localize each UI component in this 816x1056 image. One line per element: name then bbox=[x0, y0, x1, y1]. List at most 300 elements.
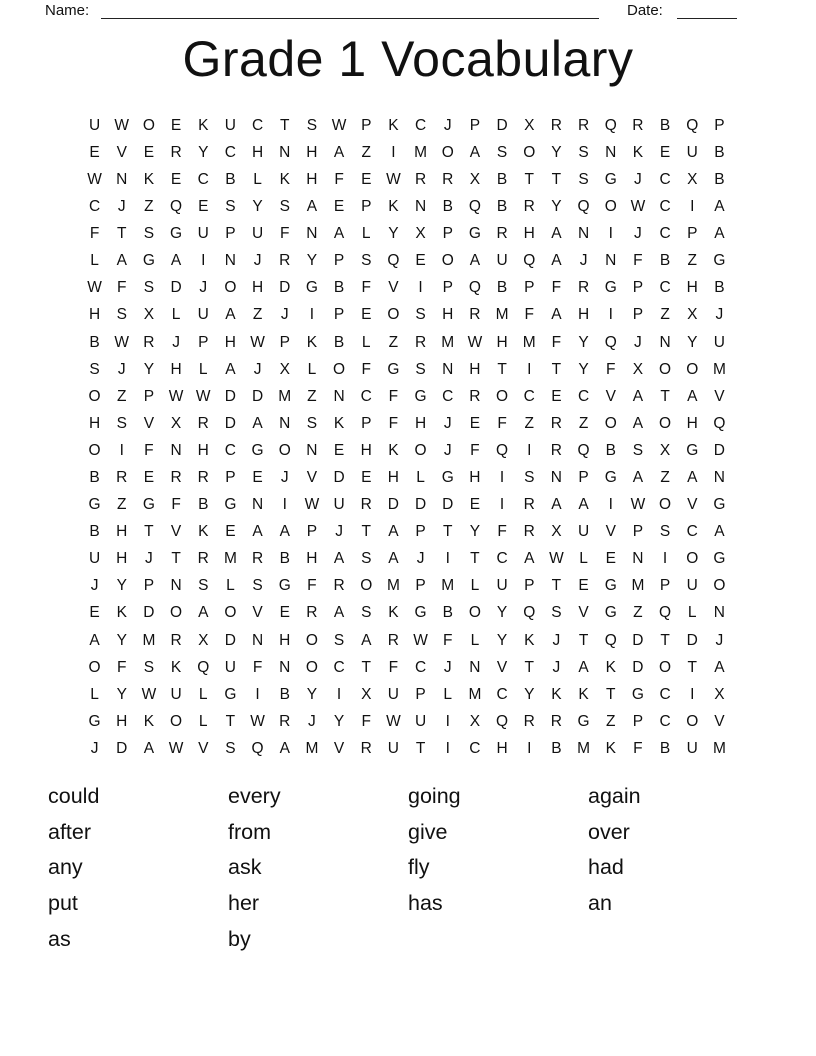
grid-letter: Y bbox=[306, 685, 318, 703]
grid-letter: S bbox=[225, 198, 236, 216]
grid-letter: S bbox=[116, 306, 127, 324]
grid-letter: I bbox=[445, 739, 450, 757]
grid-letter: E bbox=[551, 387, 562, 405]
grid-letter: M bbox=[305, 739, 319, 757]
grid-letter: K bbox=[605, 658, 616, 676]
grid-letter: V bbox=[605, 523, 616, 541]
grid-letter: W bbox=[386, 170, 401, 188]
grid-letter: U bbox=[224, 116, 236, 134]
grid-letter: T bbox=[225, 712, 236, 730]
grid-letter: X bbox=[170, 414, 182, 432]
grid-letter: S bbox=[279, 198, 290, 216]
grid-letter: I bbox=[445, 550, 450, 568]
grid-letter: L bbox=[470, 577, 480, 595]
grid-letter: S bbox=[415, 360, 426, 378]
grid-letter: Z bbox=[307, 387, 317, 405]
grid-letter: T bbox=[361, 523, 371, 541]
grid-letter: I bbox=[690, 685, 695, 703]
grid-letter: T bbox=[551, 577, 562, 595]
grid-letter: A bbox=[225, 360, 236, 378]
grid-letter: R bbox=[306, 604, 318, 622]
grid-letter: A bbox=[143, 739, 155, 757]
grid-letter: A bbox=[198, 604, 209, 622]
grid-letter: U bbox=[414, 712, 427, 730]
grid-letter: P bbox=[361, 414, 372, 432]
grid-letter: R bbox=[170, 631, 182, 649]
grid-letter: B bbox=[496, 198, 508, 216]
grid-letter: J bbox=[634, 225, 642, 243]
word-item: fly bbox=[408, 855, 430, 880]
word-item: give bbox=[408, 819, 448, 844]
grid-letter: W bbox=[467, 333, 483, 351]
grid-letter: S bbox=[143, 658, 155, 676]
grid-letter: Y bbox=[116, 685, 127, 703]
grid-letter: F bbox=[361, 360, 371, 378]
grid-letter: J bbox=[715, 631, 724, 649]
grid-letter: W bbox=[141, 685, 157, 703]
grid-letter: R bbox=[469, 387, 481, 405]
grid-letter: M bbox=[631, 577, 645, 595]
grid-letter: A bbox=[333, 550, 345, 568]
grid-letter: D bbox=[279, 279, 291, 297]
grid-letter: W bbox=[114, 333, 130, 351]
grid-letter: T bbox=[660, 631, 670, 649]
word-item: could bbox=[48, 784, 100, 808]
grid-letter: R bbox=[333, 577, 345, 595]
grid-letter: M bbox=[278, 387, 292, 405]
grid-letter: C bbox=[659, 170, 671, 188]
grid-letter: O bbox=[713, 577, 726, 595]
grid-letter: F bbox=[144, 441, 154, 459]
grid-letter: Q bbox=[523, 252, 536, 270]
grid-letter: O bbox=[604, 414, 617, 432]
grid-letter: B bbox=[89, 469, 100, 487]
grid-letter: Y bbox=[551, 143, 562, 161]
grid-letter: R bbox=[197, 550, 209, 568]
grid-letter: N bbox=[170, 441, 182, 459]
grid-letter: P bbox=[279, 333, 290, 351]
grid-letter: A bbox=[687, 469, 698, 487]
grid-letter: R bbox=[197, 414, 209, 432]
grid-letter: H bbox=[197, 441, 209, 459]
grid-letter: H bbox=[306, 170, 318, 188]
grid-letter: C bbox=[659, 712, 671, 730]
grid-letter: E bbox=[469, 496, 481, 514]
grid-letter: D bbox=[251, 387, 264, 405]
grid-letter: C bbox=[496, 550, 508, 568]
grid-letter: K bbox=[388, 441, 399, 459]
grid-letter: S bbox=[143, 225, 155, 243]
grid-letter: J bbox=[443, 116, 452, 134]
grid-letter: K bbox=[198, 116, 209, 134]
grid-letter: E bbox=[605, 550, 616, 568]
word-item: her bbox=[228, 891, 260, 916]
grid-letter: V bbox=[116, 143, 127, 161]
grid-letter: S bbox=[89, 360, 100, 378]
grid-letter: Y bbox=[388, 225, 399, 243]
grid-letter: I bbox=[499, 469, 505, 487]
grid-letter: X bbox=[361, 685, 372, 703]
grid-letter: D bbox=[632, 658, 644, 676]
grid-letter: R bbox=[523, 198, 535, 216]
grid-letter: B bbox=[279, 685, 290, 703]
grid-letter: A bbox=[578, 496, 589, 514]
grid-letter: R bbox=[550, 116, 562, 134]
grid-letter: P bbox=[632, 306, 644, 324]
grid-letter: U bbox=[577, 523, 590, 541]
grid-letter: K bbox=[388, 198, 399, 216]
grid-letter: T bbox=[280, 116, 290, 134]
grid-letter: C bbox=[360, 387, 372, 405]
grid-letter: Z bbox=[117, 387, 127, 405]
grid-letter: Y bbox=[252, 198, 263, 216]
grid-letter: O bbox=[88, 441, 101, 459]
grid-letter: G bbox=[88, 496, 101, 514]
grid-letter: R bbox=[550, 712, 562, 730]
word-item: ask bbox=[228, 855, 262, 880]
grid-letter: E bbox=[361, 469, 372, 487]
grid-letter: C bbox=[523, 387, 535, 405]
grid-letter: F bbox=[633, 252, 643, 270]
grid-letter: A bbox=[279, 523, 290, 541]
grid-letter: S bbox=[116, 414, 127, 432]
grid-letter: W bbox=[549, 550, 564, 568]
grid-letter: O bbox=[170, 712, 183, 730]
grid-letter: C bbox=[659, 198, 671, 216]
grid-letter: F bbox=[443, 631, 453, 649]
grid-letter: B bbox=[714, 170, 725, 188]
grid-letter: B bbox=[89, 333, 100, 351]
grid-letter: T bbox=[144, 523, 154, 541]
grid-letter: Q bbox=[496, 441, 509, 459]
grid-letter: H bbox=[442, 306, 454, 324]
word-item: every bbox=[228, 784, 281, 808]
grid-letter: R bbox=[360, 496, 372, 514]
grid-letter: P bbox=[632, 523, 644, 541]
grid-letter: K bbox=[116, 604, 127, 622]
grid-letter: G bbox=[142, 496, 155, 514]
grid-letter: W bbox=[87, 170, 102, 188]
grid-letter: G bbox=[604, 170, 617, 188]
grid-letter: C bbox=[686, 523, 698, 541]
grid-letter: O bbox=[686, 712, 699, 730]
grid-letter: U bbox=[496, 252, 508, 270]
grid-letter: R bbox=[577, 279, 590, 297]
grid-letter: N bbox=[713, 469, 725, 487]
grid-letter: B bbox=[714, 279, 725, 297]
word-list-column bbox=[408, 779, 588, 958]
grid-letter: R bbox=[523, 496, 535, 514]
grid-letter: O bbox=[659, 496, 672, 514]
word-item: as bbox=[48, 926, 71, 951]
grid-letter: G bbox=[441, 469, 454, 487]
grid-letter: S bbox=[361, 252, 372, 270]
grid-letter: B bbox=[442, 198, 453, 216]
grid-letter: R bbox=[414, 170, 427, 188]
grid-letter: B bbox=[333, 333, 345, 351]
grid-letter: S bbox=[306, 414, 318, 432]
grid-letter: U bbox=[251, 225, 264, 243]
grid-letter: D bbox=[170, 279, 182, 297]
grid-letter: A bbox=[551, 252, 562, 270]
grid-letter: N bbox=[251, 496, 264, 514]
grid-letter: B bbox=[279, 550, 290, 568]
grid-letter: O bbox=[659, 360, 672, 378]
word-list-column bbox=[48, 779, 228, 958]
grid-letter: S bbox=[252, 577, 263, 595]
grid-letter: T bbox=[578, 631, 589, 649]
grid-letter: C bbox=[659, 225, 671, 243]
grid-letter: V bbox=[496, 658, 508, 676]
grid-letter: D bbox=[713, 441, 725, 459]
grid-letter: Q bbox=[577, 198, 590, 216]
grid-letter: G bbox=[414, 604, 427, 622]
grid-letter: H bbox=[577, 306, 590, 324]
grid-letter: L bbox=[226, 577, 235, 595]
grid-letter: A bbox=[469, 252, 481, 270]
grid-letter: Z bbox=[660, 469, 670, 487]
grid-letter: U bbox=[686, 143, 698, 161]
grid-letter: G bbox=[142, 252, 155, 270]
grid-letter: C bbox=[414, 116, 427, 134]
grid-letter: V bbox=[306, 469, 318, 487]
grid-letter: I bbox=[255, 685, 260, 703]
grid-letter: M bbox=[414, 143, 428, 161]
grid-letter: R bbox=[550, 414, 562, 432]
grid-letter: A bbox=[89, 631, 100, 649]
grid-letter: A bbox=[632, 469, 644, 487]
grid-letter: K bbox=[524, 631, 535, 649]
grid-letter: M bbox=[223, 550, 237, 568]
grid-letter: Y bbox=[578, 360, 589, 378]
grid-letter: A bbox=[116, 252, 127, 270]
grid-letter: J bbox=[90, 577, 99, 595]
grid-letter: H bbox=[88, 306, 101, 324]
grid-letter: Q bbox=[686, 116, 699, 134]
grid-letter: F bbox=[334, 170, 344, 188]
grid-letter: L bbox=[470, 631, 480, 649]
grid-letter: A bbox=[551, 496, 562, 514]
grid-letter: A bbox=[225, 306, 236, 324]
grid-letter: Z bbox=[524, 414, 534, 432]
grid-letter: N bbox=[550, 469, 562, 487]
grid-letter: G bbox=[414, 387, 427, 405]
grid-letter: P bbox=[225, 225, 236, 243]
grid-letter: K bbox=[306, 333, 318, 351]
grid-letter: R bbox=[496, 225, 508, 243]
grid-letter: Y bbox=[578, 333, 589, 351]
grid-letter: Q bbox=[197, 658, 210, 676]
grid-letter: B bbox=[605, 441, 616, 459]
grid-letter: A bbox=[170, 252, 182, 270]
grid-letter: U bbox=[197, 225, 209, 243]
grid-letter: H bbox=[469, 360, 481, 378]
grid-letter: J bbox=[308, 712, 316, 730]
grid-letter: V bbox=[578, 604, 589, 622]
grid-letter: P bbox=[442, 279, 453, 297]
grid-letter: T bbox=[171, 550, 181, 568]
grid-letter: E bbox=[279, 604, 290, 622]
grid-letter: S bbox=[415, 306, 426, 324]
date-label: Date: bbox=[627, 2, 663, 19]
grid-letter: S bbox=[333, 631, 345, 649]
grid-letter: X bbox=[687, 306, 698, 324]
grid-letter: W bbox=[630, 198, 646, 216]
grid-letter: H bbox=[360, 441, 372, 459]
grid-letter: N bbox=[279, 143, 291, 161]
grid-letter: Q bbox=[604, 631, 617, 649]
grid-letter: L bbox=[171, 306, 181, 324]
grid-letter: C bbox=[224, 143, 236, 161]
grid-letter: I bbox=[201, 252, 206, 270]
grid-letter: S bbox=[361, 550, 372, 568]
grid-letter: Q bbox=[170, 198, 183, 216]
grid-letter: P bbox=[306, 523, 318, 541]
grid-letter: N bbox=[116, 170, 128, 188]
grid-letter: W bbox=[304, 496, 320, 514]
grid-letter: R bbox=[523, 523, 535, 541]
grid-letter: D bbox=[387, 496, 399, 514]
grid-letter: X bbox=[551, 523, 562, 541]
grid-letter: P bbox=[333, 252, 345, 270]
grid-letter: R bbox=[279, 712, 291, 730]
grid-letter: A bbox=[388, 550, 399, 568]
grid-letter: T bbox=[470, 550, 480, 568]
grid-letter: E bbox=[361, 306, 372, 324]
grid-letter: P bbox=[415, 685, 426, 703]
grid-letter: X bbox=[143, 306, 155, 324]
word-item: has bbox=[408, 891, 443, 916]
grid-letter: I bbox=[527, 739, 532, 757]
grid-letter: Z bbox=[388, 333, 399, 351]
grid-letter: A bbox=[714, 523, 725, 541]
grid-letter: B bbox=[442, 604, 453, 622]
grid-letter: M bbox=[712, 360, 726, 378]
grid-letter: X bbox=[524, 116, 535, 134]
grid-letter: Z bbox=[606, 712, 616, 730]
grid-letter: H bbox=[387, 469, 399, 487]
grid-letter: D bbox=[224, 414, 236, 432]
grid-letter: A bbox=[632, 387, 644, 405]
grid-letter: C bbox=[469, 739, 481, 757]
grid-letter: R bbox=[251, 550, 264, 568]
grid-letter: P bbox=[143, 577, 155, 595]
grid-letter: U bbox=[496, 577, 508, 595]
grid-letter: F bbox=[606, 360, 616, 378]
grid-letter: H bbox=[224, 333, 236, 351]
grid-letter: A bbox=[714, 198, 725, 216]
grid-letter: D bbox=[333, 469, 345, 487]
grid-letter: P bbox=[524, 577, 535, 595]
grid-letter: P bbox=[469, 116, 481, 134]
grid-letter: Q bbox=[713, 414, 726, 432]
grid-letter: P bbox=[524, 279, 535, 297]
grid-letter: B bbox=[496, 170, 508, 188]
grid-letter: G bbox=[224, 685, 237, 703]
grid-letter: O bbox=[414, 441, 427, 459]
grid-letter: S bbox=[659, 523, 671, 541]
grid-letter: K bbox=[198, 523, 209, 541]
grid-letter: I bbox=[608, 306, 613, 324]
grid-letter: P bbox=[225, 469, 236, 487]
word-list-column bbox=[588, 779, 768, 958]
grid-letter: X bbox=[714, 685, 725, 703]
grid-letter: O bbox=[659, 658, 672, 676]
grid-letter: F bbox=[89, 225, 100, 243]
word-item: any bbox=[48, 855, 83, 880]
grid-letter: V bbox=[687, 496, 698, 514]
grid-letter: R bbox=[577, 116, 590, 134]
grid-letter: J bbox=[117, 360, 126, 378]
grid-letter: G bbox=[686, 441, 699, 459]
grid-letter: B bbox=[714, 143, 725, 161]
grid-letter: X bbox=[632, 360, 644, 378]
grid-letter: O bbox=[686, 550, 699, 568]
grid-letter: W bbox=[195, 387, 211, 405]
grid-letter: C bbox=[414, 658, 427, 676]
grid-letter: O bbox=[360, 577, 373, 595]
grid-letter: T bbox=[551, 360, 562, 378]
grid-letter: V bbox=[198, 739, 209, 757]
grid-letter: P bbox=[361, 198, 372, 216]
grid-letter: N bbox=[713, 604, 725, 622]
grid-letter: C bbox=[224, 441, 236, 459]
grid-letter: A bbox=[714, 658, 725, 676]
grid-letter: J bbox=[443, 414, 452, 432]
grid-letter: I bbox=[608, 225, 613, 243]
grid-letter: O bbox=[88, 387, 101, 405]
grid-letter: A bbox=[252, 414, 263, 432]
grid-letter: C bbox=[577, 387, 590, 405]
grid-letter: O bbox=[523, 143, 536, 161]
grid-letter: N bbox=[605, 252, 617, 270]
grid-letter: H bbox=[686, 279, 698, 297]
grid-letter: F bbox=[280, 225, 290, 243]
grid-letter: A bbox=[632, 414, 644, 432]
name-label: Name: bbox=[45, 2, 90, 19]
grid-letter: T bbox=[606, 685, 616, 703]
grid-letter: F bbox=[117, 658, 127, 676]
grid-letter: K bbox=[551, 685, 562, 703]
grid-letter: J bbox=[253, 252, 262, 270]
grid-letter: S bbox=[578, 143, 589, 161]
grid-letter: Y bbox=[306, 252, 318, 270]
grid-letter: I bbox=[662, 550, 668, 568]
grid-letter: I bbox=[527, 441, 532, 459]
grid-letter: H bbox=[306, 143, 318, 161]
grid-letter: K bbox=[388, 116, 399, 134]
grid-letter: U bbox=[387, 685, 399, 703]
grid-letter: H bbox=[88, 414, 101, 432]
grid-letter: H bbox=[116, 712, 128, 730]
grid-letter: L bbox=[579, 550, 588, 568]
grid-letter: C bbox=[442, 387, 454, 405]
grid-letter: C bbox=[251, 116, 264, 134]
grid-letter: P bbox=[333, 306, 345, 324]
grid-letter: G bbox=[88, 712, 101, 730]
grid-letter: A bbox=[469, 143, 481, 161]
grid-letter: B bbox=[225, 170, 236, 188]
grid-letter: E bbox=[361, 170, 372, 188]
grid-letter: R bbox=[414, 333, 427, 351]
grid-letter: Y bbox=[524, 685, 535, 703]
grid-letter: O bbox=[604, 198, 617, 216]
grid-letter: C bbox=[496, 685, 508, 703]
grid-letter: K bbox=[578, 685, 589, 703]
grid-letter: Z bbox=[660, 306, 670, 324]
grid-letter: M bbox=[522, 333, 536, 351]
grid-letter: U bbox=[686, 739, 698, 757]
